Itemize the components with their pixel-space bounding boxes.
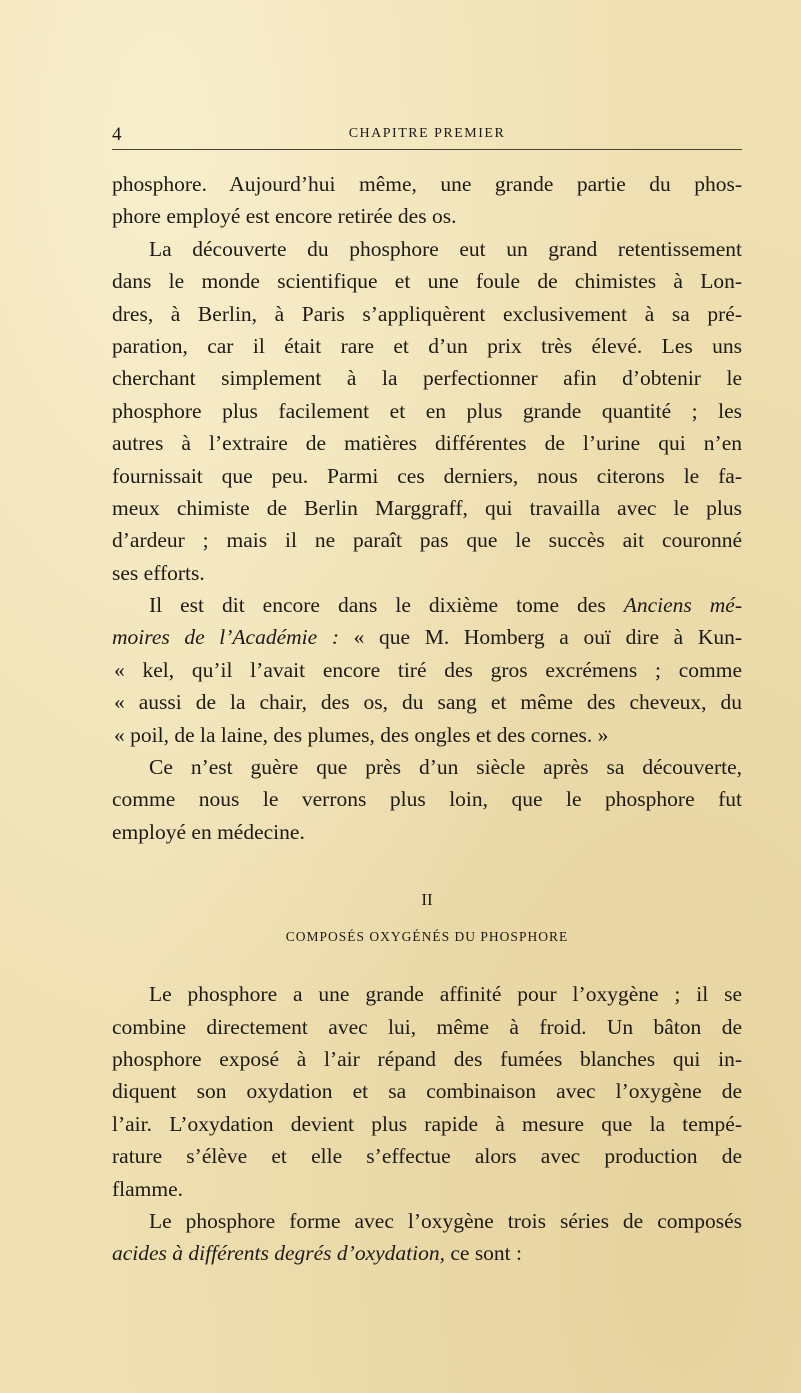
- italic-title: Anciens mé-: [623, 593, 742, 618]
- section-title: COMPOSÉS OXYGÉNÉS DU PHOSPHORE: [285, 929, 569, 945]
- text-line: [112, 621, 742, 653]
- text-line: fournissait que peu. Parmi ces derniers, nous citerons le fa-: [112, 463, 742, 488]
- quote-line: « kel, qu’il l’avait encore tiré des gros excrémens ; comme: [114, 657, 742, 682]
- quote-line: « aussi de la chair, des os, du sang et même des cheveux, du: [114, 690, 742, 715]
- text-line: autres à l’extraire de matières différentes de l’urine qui n’en: [112, 431, 742, 456]
- text-line: employé en médecine.: [112, 819, 305, 844]
- text-line: l’air. L’oxydation devient plus rapide à mesure que la tempé-: [112, 1111, 742, 1136]
- text-line: Le phosphore a une grande affinité pour l’oxygène ; il se: [149, 982, 742, 1007]
- running-head: [112, 118, 742, 148]
- text-line: comme nous le verrons plus loin, que le phosphore fut: [112, 787, 742, 812]
- text-line: phosphore plus facilement et en plus grande quantité ; les: [112, 398, 742, 423]
- page-number: 4: [112, 124, 122, 145]
- text-line: Ce n’est guère que près d’un siècle après sa découverte,: [149, 755, 742, 780]
- text-line: La découverte du phosphore eut un grand retentissement: [149, 236, 742, 261]
- text-line: meux chimiste de Berlin Marggraff, qui travailla avec le plus: [112, 495, 742, 520]
- text-line: cherchant simplement à la perfectionner afin d’obtenir le: [112, 366, 742, 391]
- text-line: phore employé est encore retirée des os.: [112, 204, 457, 229]
- quote-line: « poil, de la laine, des plumes, des ongles et des cornes. »: [114, 722, 609, 747]
- text-line: dres, à Berlin, à Paris s’appliquèrent exclusivement à sa pré-: [112, 301, 742, 326]
- text-line: flamme.: [112, 1176, 184, 1201]
- italic-phrase: acides à différents degrés d’oxydation,: [112, 1241, 445, 1266]
- text-line: phosphore. Aujourd’hui même, une grande partie du phos-: [112, 172, 742, 196]
- text-run: ce sont :: [444, 1241, 523, 1266]
- text-line: rature s’élève et elle s’effectue alors avec production de: [112, 1144, 742, 1169]
- text-line: ses efforts.: [112, 560, 205, 585]
- section-spacer: [112, 848, 742, 882]
- italic-title: moires de l’Académie :: [112, 625, 339, 650]
- body-text: [112, 168, 742, 1270]
- text-line: d’ardeur ; mais il ne paraît pas que le succès ait couronné: [112, 528, 742, 553]
- text-line: [112, 1237, 742, 1269]
- text-line: Le phosphore forme avec l’oxygène trois séries de composés: [149, 1208, 742, 1233]
- chapter-title: CHAPITRE PREMIER: [348, 126, 506, 141]
- section-numeral: II: [421, 890, 433, 910]
- text-line: diquent son oxydation et sa combinaison avec l’oxygène de: [112, 1079, 742, 1104]
- text-run: « que M. Homberg a ouï dire à Kun-: [339, 625, 742, 650]
- text-line: combine directement avec lui, même à froid. Un bâton de: [112, 1014, 742, 1039]
- text-line: [112, 589, 742, 621]
- text-run: Il est dit encore dans le dixième tome des: [149, 593, 624, 618]
- text-line: phosphore exposé à l’air répand des fumées blanches qui in-: [112, 1046, 742, 1071]
- header-rule: [112, 149, 742, 150]
- text-line: dans le monde scientifique et une foule de chimistes à Lon-: [112, 269, 742, 294]
- text-line: paration, car il était rare et d’un prix très élevé. Les uns: [112, 333, 742, 358]
